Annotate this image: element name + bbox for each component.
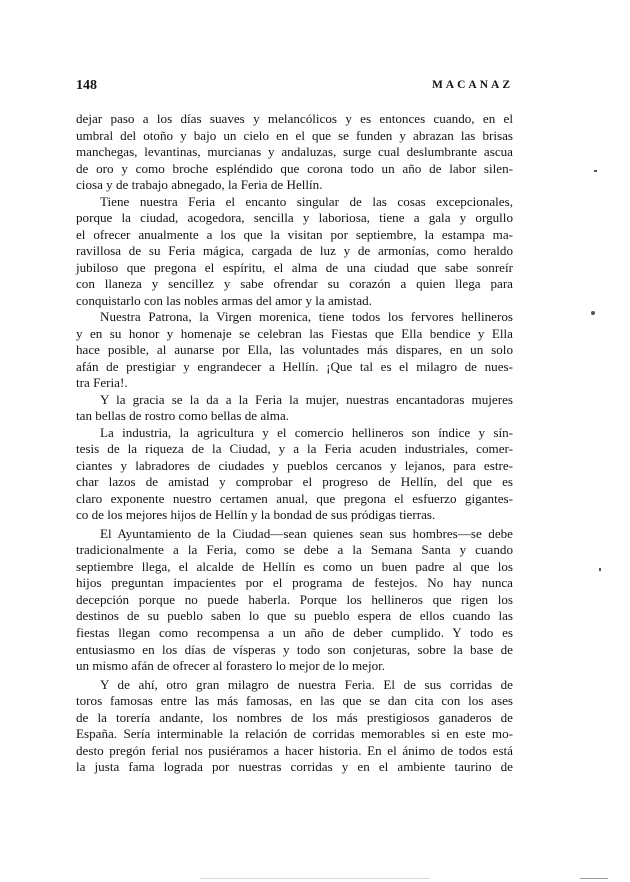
text-line: manchegas, levantinas, murcianas y andaluzas, surge cual deslumbrante ascua (76, 144, 513, 160)
text-line: con llaneza y sencillez y sabe ofrendar su corazón a quien llega para (76, 276, 513, 292)
text-line: toros famosas entre las más famosas, en las que se dan cita con los ases (76, 693, 513, 709)
running-title: MACANAZ (431, 79, 513, 91)
text-line: tesis de la riqueza de la Ciudad, y a la Feria acuden industriales, comer- (76, 441, 513, 457)
text-line: la justa fama lograda por nuestras corridas y en el ambiente taurino de (76, 759, 513, 775)
text-line: de oro y como broche espléndido que corona todo un año de labor silen- (76, 160, 513, 176)
text-line: desto pregón ferial nos pusiéramos a hacer historia. En el ánimo de todos está (76, 742, 513, 758)
text-line: jubiloso que pregona el espíritu, el alma de una ciudad que sabe sonreír (76, 259, 513, 275)
text-line: umbral del otoño y bajo un cielo en el que se funden y abrazan las brisas (76, 127, 513, 143)
text-line: claro exponente nuestro certamen anual, que pregona el esfuerzo gigantes- (76, 490, 513, 506)
text-line: porque la ciudad, acogedora, sencilla y laboriosa, tiene a gala y orgullo (76, 210, 513, 226)
scan-speck (591, 311, 595, 315)
text-line: decepción porque no puede haberla. Porque los hellineros que rigen los (76, 591, 513, 607)
text-line: tradicionalmente a la Feria, como se debe a la Semana Santa y cuando (76, 542, 513, 558)
text-line: el ofrecer anualmente a los que la visitan por septiembre, la estampa ma- (76, 226, 513, 242)
text-line: ciantes y labradores de ciudades y pueblos cercanos y lejanos, para estre- (76, 457, 513, 473)
text-line: La industria, la agricultura y el comercio hellineros son índice y sín- (100, 424, 513, 440)
text-line: un mismo afán de ofrecer al forastero lo mejor de lo mejor. (76, 658, 386, 674)
page-bottom-edge (200, 878, 430, 879)
text-line: co de los mejores hijos de Hellín y la bondad de sus pródigas tierras. (76, 507, 436, 523)
text-line: ravillosa de su Feria mágica, cargada de luz y de armonías, como heraldo (76, 243, 513, 259)
scan-speck (580, 878, 608, 879)
text-line: afán de prestigiar y engrandecer a Hellín. ¡Que tal es el milagro de nues- (76, 358, 513, 374)
text-line: entusiasmo en los días de vísperas y todo son conjeturas, sobre la base de (76, 641, 513, 657)
text-line: dejar paso a los días suaves y melancólicos y es entonces cuando, en el (76, 111, 513, 126)
text-line: fiestas llegan como recompensa a un año de deber cumplido. Y todo es (76, 624, 513, 640)
scan-speck (599, 568, 601, 571)
text-line: Tiene nuestra Feria el encanto singular de las cosas excepcionales, (100, 193, 513, 209)
text-line: char lazos de amistad y comprobar el progreso de Hellín, del que es (76, 474, 513, 490)
text-line: conquistarlo con las nobles armas del amor y la amistad. (76, 292, 372, 308)
text-line: tan bellas de rostro como bellas de alma. (76, 408, 290, 424)
text-line: y en su honor y homenaje se celebran las Fiestas que Ella bendice y Ella (76, 325, 513, 341)
text-line: Y la gracia se la da a la Feria la mujer, nuestras encantadoras mujeres (100, 391, 513, 407)
text-line: de la torería andante, los nombres de los más prestigiosos ganaderos de (76, 709, 513, 725)
text-line: España. Sería interminable la relación de corridas memorables si en este mo- (76, 726, 513, 742)
page-header (76, 78, 513, 96)
text-line: El Ayuntamiento de la Ciudad—sean quienes sean sus hombres—se debe (100, 525, 513, 541)
text-line: septiembre llega, el alcalde de Hellín es como un buen padre al que los (76, 558, 513, 574)
text-line: tra Feria!. (76, 375, 128, 391)
text-line: ciosa y de trabajo abnegado, la Feria de Hellín. (76, 177, 323, 193)
page-number: 148 (76, 78, 97, 93)
text-line: Y de ahí, otro gran milagro de nuestra Feria. El de sus corridas de (100, 676, 513, 692)
text-line: hijos preguntan impacientes por el programa de festejos. No hay nunca (76, 575, 513, 591)
text-line: hace posible, al aunarse por Ella, las voluntades más dispares, en un solo (76, 342, 513, 358)
body-text (76, 111, 513, 776)
text-line: destinos de su pueblo saben lo que su pueblo espera de ellos cuando las (76, 608, 513, 624)
text-line: Nuestra Patrona, la Virgen morenica, tiene todos los fervores hellineros (100, 309, 513, 325)
scan-speck (594, 170, 597, 172)
